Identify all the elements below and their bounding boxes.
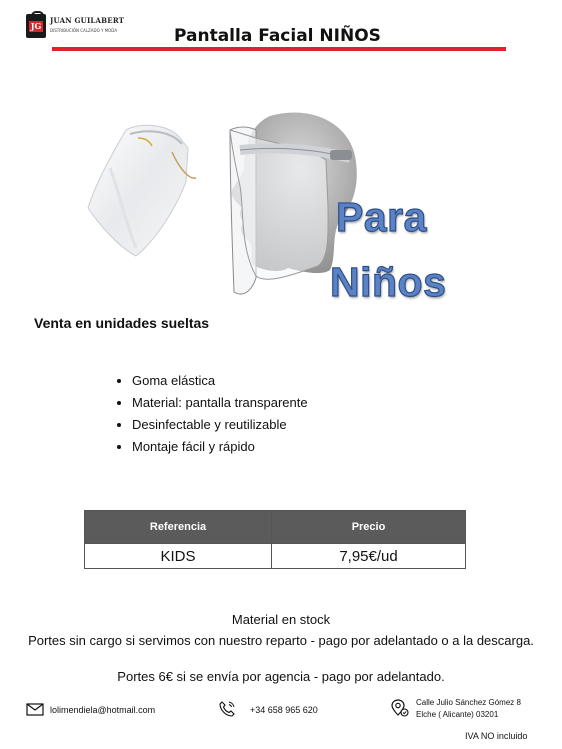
hero-line-2: Niños xyxy=(330,259,447,305)
address-line-2: Elche ( Alicante) 03201 xyxy=(416,710,499,719)
company-logo xyxy=(26,12,125,40)
title-underline xyxy=(52,47,506,51)
table-header-row xyxy=(85,511,466,544)
phone-icon xyxy=(218,700,236,718)
table-row xyxy=(85,544,466,569)
logo-tagline: DISTRIBUCIÓN CALZADO Y MODA xyxy=(50,28,118,33)
feature-item: • Desinfectable y reutilizable xyxy=(132,417,308,434)
column-header-reference: Referencia xyxy=(85,511,272,544)
address-line-1: Calle Julio Sánchez Gómez 8 xyxy=(416,698,521,707)
logo-name: JUAN GUILABERT xyxy=(50,16,125,25)
logo-mark: JG xyxy=(30,21,42,31)
price-table xyxy=(84,510,466,569)
contact-phone[interactable]: +34 658 965 620 xyxy=(250,705,318,715)
features-list xyxy=(112,373,308,461)
map-pin-icon xyxy=(390,698,410,718)
feature-item: • Montaje fácil y rápido xyxy=(132,439,308,456)
price-cell: 7,95€/ud xyxy=(272,544,466,569)
column-header-price: Precio xyxy=(272,511,466,544)
contact-email[interactable]: lolimendiela@hotmail.com xyxy=(50,705,156,715)
vat-note: IVA NO incluido xyxy=(465,731,528,741)
stock-note: Material en stock xyxy=(231,612,331,627)
hero-line-1: Para xyxy=(336,194,427,240)
shield-product-icon xyxy=(88,125,196,256)
sales-unit-subtitle: Venta en unidades sueltas xyxy=(34,315,210,331)
feature-item: • Goma elástica xyxy=(132,373,308,390)
page-title: Pantalla Facial NIÑOS xyxy=(174,26,381,46)
free-shipping-note: Portes sin cargo si servimos con nuestro reparto - pago por adelantado o a la descarga. xyxy=(28,633,534,648)
agency-shipping-note: Portes 6€ si se envía por agencia - pago por adelantado. xyxy=(117,669,445,684)
feature-item: • Material: pantalla transparente xyxy=(132,395,308,412)
envelope-icon xyxy=(26,703,44,716)
reference-cell: KIDS xyxy=(85,544,272,569)
